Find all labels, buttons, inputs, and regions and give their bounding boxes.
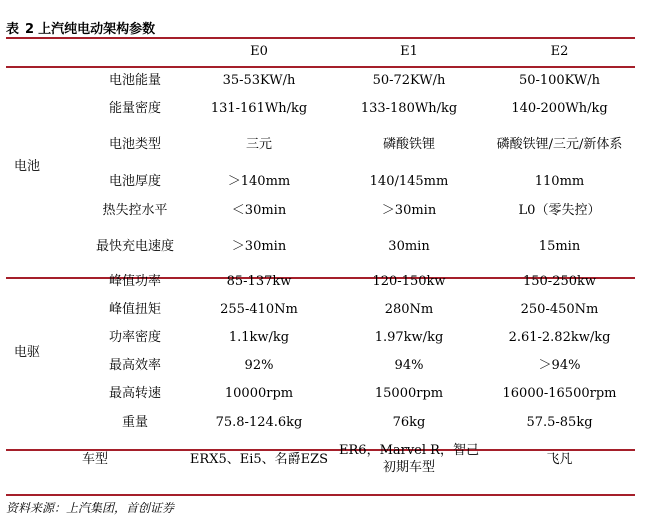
table-row <box>6 295 635 323</box>
cell-e2: 150-250kw <box>522 273 597 289</box>
param-label: 最快充电速度 <box>95 238 174 254</box>
cell-e2: 50-100KW/h <box>518 72 601 88</box>
table-row <box>6 407 635 437</box>
caption-label: 表 <box>6 22 20 37</box>
table-row <box>6 94 635 122</box>
cell-e0: 35-53KW/h <box>222 72 296 88</box>
cell-e2: 250-450Nm <box>520 301 599 317</box>
cell-e1: 120-150kw <box>372 273 446 289</box>
parameters-table <box>6 37 635 481</box>
table-row <box>6 323 635 351</box>
cell-e1: 94% <box>394 357 424 373</box>
cell-e0: ＞140mm <box>227 173 291 189</box>
cell-e2: L0（零失控） <box>518 202 601 218</box>
table-row <box>6 122 635 167</box>
table-row <box>6 379 635 407</box>
param-label: 电池厚度 <box>108 173 161 189</box>
param-label: 热失控水平 <box>102 202 168 218</box>
cell-e2: 140-200Wh/kg <box>511 100 608 116</box>
col-header-e1: E1 <box>400 44 418 59</box>
table-row <box>6 351 635 379</box>
table-row <box>6 66 635 94</box>
cell-e2: 磷酸铁锂/三元/新体系 <box>496 137 623 152</box>
cell-e0: 三元 <box>245 137 272 152</box>
param-label: 最高转速 <box>108 385 161 401</box>
cell-e0: 255-410Nm <box>220 301 298 317</box>
caption-title: 上汽纯电动架构参数 <box>38 22 156 37</box>
cell-e2: 2.61-2.82kw/kg <box>508 329 611 345</box>
cell-e1: 15000rpm <box>374 385 444 401</box>
param-label: 电池类型 <box>108 137 161 152</box>
col-header-e2: E2 <box>550 44 569 59</box>
param-label: 重量 <box>121 414 148 430</box>
table-row <box>6 437 635 481</box>
cell-e1: ＞30min <box>381 202 437 218</box>
table-row <box>6 267 635 295</box>
group-label-battery: 电池 <box>14 159 41 174</box>
bottom-rule <box>6 494 635 496</box>
cell-e1: ER6，Marvel R，智己初期车型 <box>339 443 479 475</box>
cell-e0: 75.8-124.6kg <box>215 414 303 430</box>
cell-e1: 1.97kw/kg <box>374 329 444 345</box>
group-label-drive: 电驱 <box>14 344 41 360</box>
param-label: 能量密度 <box>108 100 161 116</box>
cell-e1: 76kg <box>392 414 426 430</box>
caption-number: 2 <box>25 22 35 37</box>
cell-e1: 磷酸铁锂 <box>382 137 435 152</box>
param-label: 峰值功率 <box>108 273 161 289</box>
cell-e1: 133-180Wh/kg <box>360 100 458 116</box>
param-label: 最高效率 <box>108 357 161 373</box>
table-row <box>6 225 635 267</box>
cell-e1: 280Nm <box>384 301 434 317</box>
cell-e0: 85-137kw <box>226 273 292 289</box>
cell-e1: 140/145mm <box>369 173 449 189</box>
cell-e2: 16000-16500rpm <box>502 385 617 401</box>
cell-e0: ＜30min <box>231 202 287 218</box>
cell-e1: 50-72KW/h <box>372 72 446 88</box>
source-note: 资料来源：上汽集团，首创证券 <box>6 501 175 515</box>
cell-e2: ＞94% <box>538 357 581 373</box>
table-row <box>6 167 635 195</box>
table-caption <box>6 18 155 37</box>
cell-e0: 1.1kw/kg <box>228 329 290 345</box>
cell-e1: 30min <box>388 238 430 254</box>
cell-e0: ERX5、Ei5、名爵EZS <box>189 451 329 467</box>
models-label: 车型 <box>81 451 108 467</box>
cell-e2: 15min <box>538 238 581 254</box>
cell-e0: 92% <box>244 357 274 373</box>
col-header-e0: E0 <box>250 44 268 59</box>
cell-e2: 57.5-85kg <box>526 414 593 430</box>
cell-e0: 131-161Wh/kg <box>210 100 308 116</box>
param-label: 电池能量 <box>108 72 161 88</box>
param-label: 峰值扭矩 <box>108 301 161 317</box>
param-label: 功率密度 <box>108 329 161 345</box>
table-row <box>6 195 635 225</box>
cell-e2: 飞凡 <box>546 451 573 467</box>
cell-e0: ＞30min <box>231 238 287 254</box>
cell-e0: 10000rpm <box>224 385 294 401</box>
header-row <box>6 37 635 66</box>
cell-e2: 110mm <box>534 173 585 189</box>
